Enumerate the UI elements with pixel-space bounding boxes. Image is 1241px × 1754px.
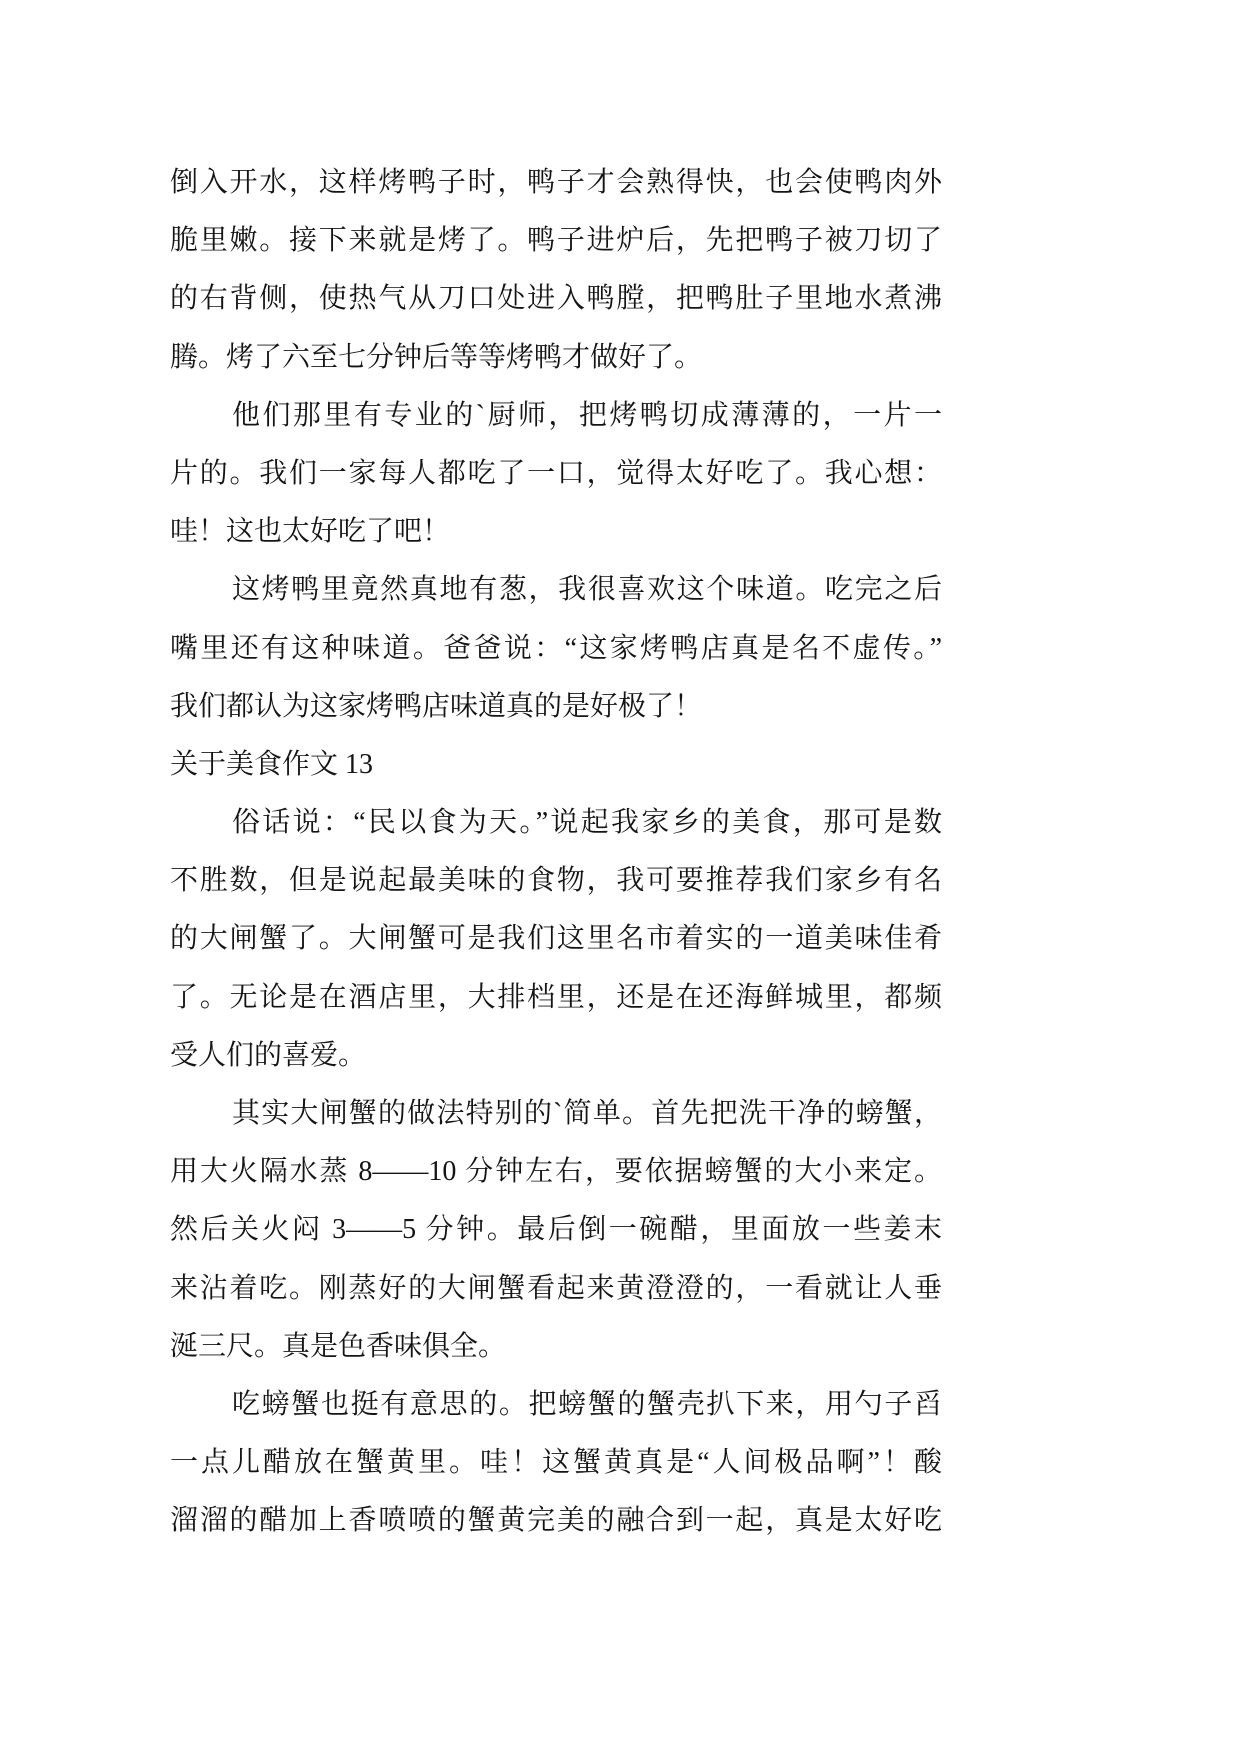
- text-line: 的右背侧，使热气从刀口处进入鸭膛，把鸭肚子里地水煮沸: [170, 283, 942, 315]
- text-line: 哇！这也太好吃了吧！: [170, 516, 451, 548]
- text-line: 了。无论是在酒店里，大排档里，还是在还海鲜城里，都频: [170, 981, 942, 1013]
- text-line: 来沾着吃。刚蒸好的大闸蟹看起来黄澄澄的，一看就让人垂: [170, 1272, 942, 1304]
- paragraph: [170, 561, 942, 736]
- section-heading: 关于美食作文 13: [170, 748, 374, 780]
- text-line: 俗话说：“民以食为天。”说起我家乡的美食，那可是数: [232, 807, 942, 839]
- text-line: 然后关火闷 3——5 分钟。最后倒一碗醋，里面放一些姜末: [170, 1214, 942, 1246]
- text-line: 用大火隔水蒸 8——10 分钟左右，要依据螃蟹的大小来定。: [170, 1156, 942, 1188]
- text-line: 的大闸蟹了。大闸蟹可是我们这里名市着实的一道美味佳肴: [170, 923, 942, 955]
- text-line: 吃螃蟹也挺有意思的。把螃蟹的蟹壳扒下来，用勺子舀: [232, 1388, 942, 1420]
- text-line: 其实大闸蟹的做法特别的`简单。首先把洗干净的螃蟹，: [232, 1098, 942, 1129]
- document-body: [170, 154, 942, 1551]
- paragraph: [170, 1376, 942, 1551]
- paragraph: [170, 794, 942, 1085]
- paragraph: [170, 387, 942, 562]
- text-line: 腾。烤了六至七分钟后等等烤鸭才做好了。: [170, 341, 703, 373]
- text-line: 这烤鸭里竟然真地有葱，我很喜欢这个味道。吃完之后: [232, 574, 942, 606]
- text-line: 涎三尺。真是色香味俱全。: [170, 1330, 507, 1362]
- text-line: 我们都认为这家烤鸭店味道真的是好极了！: [170, 690, 703, 722]
- text-line: 一点儿醋放在蟹黄里。哇！这蟹黄真是“人间极品啊”！酸: [170, 1447, 942, 1479]
- text-line: 倒入开水，这样烤鸭子时，鸭子才会熟得快，也会使鸭肉外: [170, 167, 942, 198]
- text-line: 脆里嫩。接下来就是烤了。鸭子进炉后，先把鸭子被刀切了: [170, 225, 942, 257]
- text-line: 溜溜的醋加上香喷喷的蟹黄完美的融合到一起，真是太好吃: [170, 1505, 942, 1537]
- paragraph: [170, 154, 942, 387]
- text-line: 受人们的喜爱。: [170, 1039, 367, 1071]
- text-line: 他们那里有专业的`厨师，把烤鸭切成薄薄的，一片一: [232, 399, 942, 431]
- text-line: 不胜数，但是说起最美味的食物，我可要推荐我们家乡有名: [170, 865, 942, 897]
- paragraph: [170, 1085, 942, 1376]
- text-line: 片的。我们一家每人都吃了一口，觉得太好吃了。我心想：: [170, 457, 942, 489]
- text-line: 嘴里还有这种味道。爸爸说：“这家烤鸭店真是名不虚传。”: [170, 632, 942, 664]
